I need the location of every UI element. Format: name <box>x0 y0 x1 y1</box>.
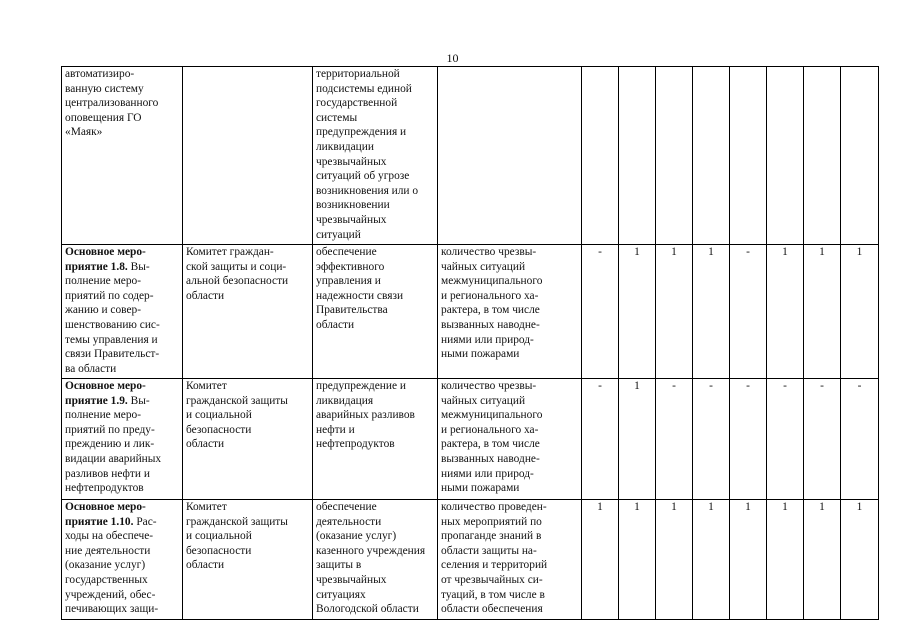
page-number: 10 <box>446 51 459 65</box>
indicator-cell: количество чрезвы- чайных ситуаций межмуниципального и регионального ха- рактера, в том числе вызванных наводне- ниями или природ- ными пожарами <box>438 245 582 379</box>
measure-title: Основное меро- приятие 1.9. <box>65 380 146 407</box>
table-row <box>62 67 879 245</box>
expected-result-cell: обеспечение деятельности (оказание услуг) казенного учреждения защиты в чрезвычайных ситуациях Вологодской области <box>313 500 438 620</box>
value-cell: 1 <box>656 245 693 379</box>
value-cell: 1 <box>693 500 730 620</box>
measure-description: Вы- полнение меро- приятий по преду- преждению и лик- видации аварийных разливов нефти и нефтепродуктов <box>65 394 162 495</box>
value-cell: 1 <box>730 500 767 620</box>
responsible-executor-cell: Комитет гражданской защиты и социальной безопасности области <box>183 379 313 500</box>
value-cell: - <box>693 379 730 500</box>
expected-result-cell: территориальной подсистемы единой государственной системы предупреждения и ликвидации чрезвычайных ситуаций об угрозе возникновения или о возникновении чрезвычайных ситуаций <box>313 67 438 245</box>
value-cell: 1 <box>619 500 656 620</box>
value-cell: 1 <box>582 500 619 620</box>
value-cell: - <box>582 245 619 379</box>
measure-name-cell <box>62 500 183 620</box>
indicator-cell: количество проведен- ных мероприятий по пропаганде знаний в области защиты на- селения и территорий от чрезвычайных си- туаций, в том числе в области обеспечения <box>438 500 582 620</box>
measure-name-cell <box>62 379 183 500</box>
value-cell <box>767 67 804 245</box>
value-cell <box>693 67 730 245</box>
value-cell: - <box>804 379 841 500</box>
measure-name-cell <box>62 67 183 245</box>
value-cell: - <box>656 379 693 500</box>
measure-title: Основное меро- приятие 1.8. <box>65 246 146 273</box>
value-cell: 1 <box>841 245 879 379</box>
value-cell <box>619 67 656 245</box>
expected-result-cell: предупреждение и ликвидация аварийных разливов нефти и нефтепродуктов <box>313 379 438 500</box>
measure-description: автоматизиро- ванную систему централизованного оповещения ГО «Маяк» <box>65 68 159 139</box>
indicator-cell: количество чрезвы- чайных ситуаций межмуниципального и регионального ха- рактера, в том числе вызванных наводне- ниями или природ- ными пожарами <box>438 379 582 500</box>
measures-table <box>61 66 879 620</box>
table-row <box>62 245 879 379</box>
measure-name-cell <box>62 245 183 379</box>
measure-description: Вы- полнение меро- приятий по содер- жанию и совер- шенствованию сис- темы управления и связи Правительст- ва области <box>65 260 160 375</box>
value-cell: 1 <box>767 500 804 620</box>
value-cell: 1 <box>693 245 730 379</box>
value-cell <box>804 67 841 245</box>
value-cell: 1 <box>767 245 804 379</box>
value-cell: 1 <box>619 245 656 379</box>
value-cell <box>730 67 767 245</box>
responsible-executor-cell: Комитет гражданской защиты и социальной безопасности области <box>183 500 313 620</box>
value-cell: - <box>767 379 804 500</box>
value-cell: 1 <box>656 500 693 620</box>
measure-title: Основное меро- приятие 1.10. <box>65 501 146 528</box>
value-cell: - <box>730 379 767 500</box>
table-row <box>62 379 879 500</box>
value-cell <box>582 67 619 245</box>
expected-result-cell: обеспечение эффективного управления и надежности связи Правительства области <box>313 245 438 379</box>
responsible-executor-cell: Комитет граждан- ской защиты и соци- альной безопасности области <box>183 245 313 379</box>
value-cell: - <box>582 379 619 500</box>
indicator-cell <box>438 67 582 245</box>
responsible-executor-cell <box>183 67 313 245</box>
value-cell: 1 <box>804 245 841 379</box>
value-cell <box>841 67 879 245</box>
value-cell: 1 <box>804 500 841 620</box>
table-row <box>62 500 879 620</box>
value-cell: 1 <box>619 379 656 500</box>
measure-description: Рас- ходы на обеспече- ние деятельности (оказание услуг) государственных учреждений, обес- печивающих защи- <box>65 515 159 616</box>
value-cell: - <box>730 245 767 379</box>
value-cell <box>656 67 693 245</box>
value-cell: - <box>841 379 879 500</box>
value-cell: 1 <box>841 500 879 620</box>
